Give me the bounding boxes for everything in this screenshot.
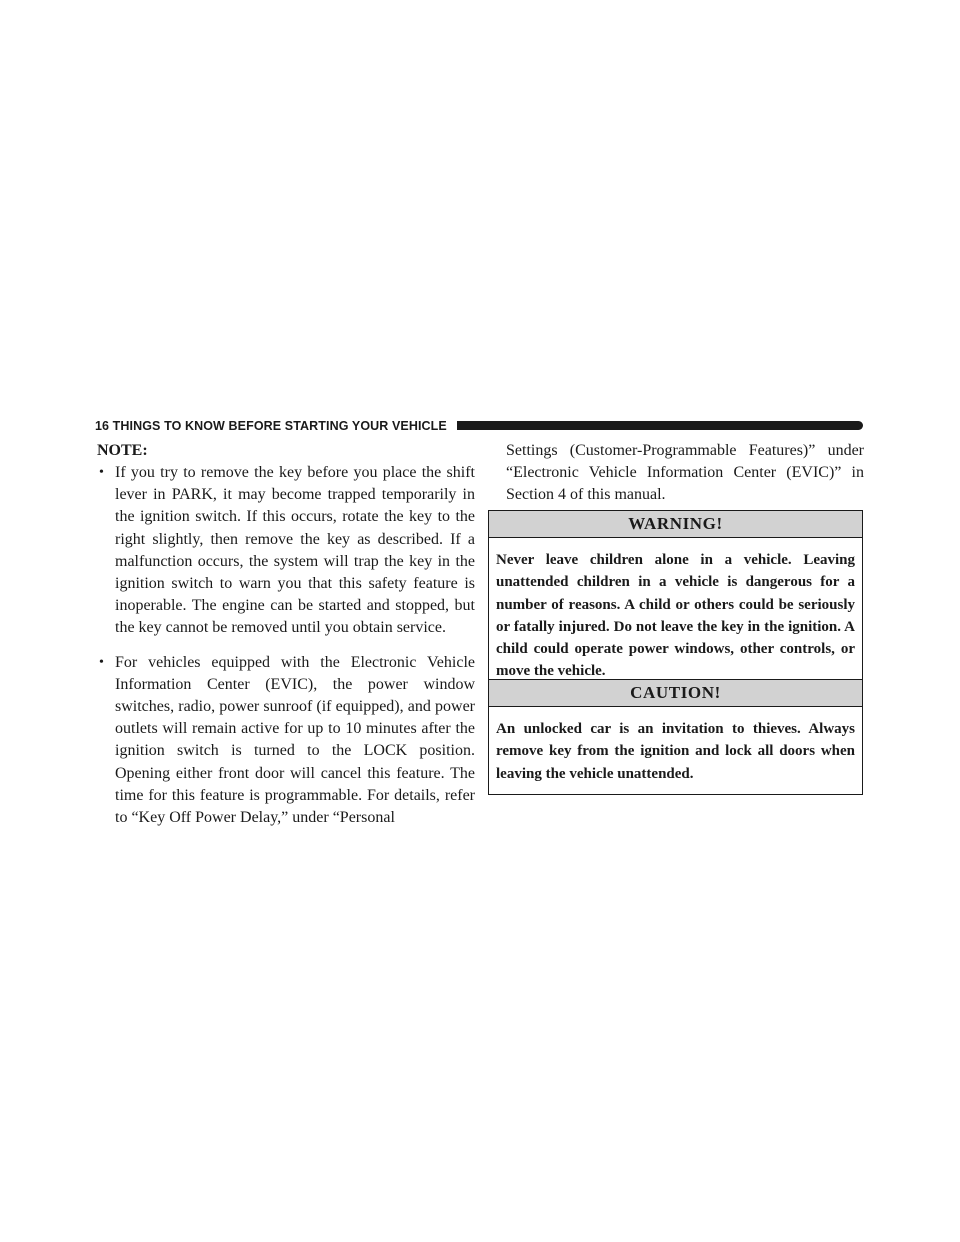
warning-box [488, 510, 863, 693]
bullet-icon: • [99, 654, 104, 670]
left-column [97, 440, 475, 829]
right-column [488, 440, 864, 507]
caution-box [488, 679, 863, 795]
bullet-text: For vehicles equipped with the Electronic Vehicle Information Center (EVIC), the power window switches, radio, power sunroof (if equipped), and power outlets will remain active for up to 10 minutes after the ignition switch is turned to the LOCK position. Opening either front door will cancel this feature. The time for this feature is programmable. For details, refer to “Key Off Power Delay,” under “Personal [115, 653, 475, 827]
continued-paragraph: Settings (Customer-Programmable Features)” under “Electronic Vehicle Information Center (EVIC)” in Section 4 of this manual. [506, 442, 864, 504]
note-label: NOTE: [97, 442, 148, 459]
bullet-icon: • [99, 465, 104, 480]
bullet-text: If you try to remove the key before you place the shift lever in PARK, it may become trapped temporarily in the ignition switch. If this occurs, rotate the key to the right slightly, then remove the key as described. If a malfunction occurs, the system will trap the key in the ignition switch to warn you that this safety feature is inoperable. The engine can be started and stopped, but the key cannot be removed until you obtain service. [115, 464, 475, 637]
header-rule [457, 421, 863, 430]
running-header [95, 418, 863, 434]
warning-title: WARNING! [489, 511, 862, 538]
bullet-item-key-trapped [97, 462, 475, 640]
caution-body: An unlocked car is an invitation to thieves. Always remove key from the ignition and lock all doors when leaving the vehicle unattended. [496, 721, 855, 782]
bullet-item-evic [97, 652, 475, 830]
caution-title: CAUTION! [489, 680, 862, 707]
warning-body: Never leave children alone in a vehicle. Leaving unattended children in a vehicle is dangerous for a number of reasons. A child or others could be seriously or fatally injured. Do not leave the key in the ignition. A child could operate power windows, other controls, or move the vehicle. [496, 552, 855, 680]
page-number-and-section-title: 16 THINGS TO KNOW BEFORE STARTING YOUR VEHICLE [95, 418, 453, 434]
